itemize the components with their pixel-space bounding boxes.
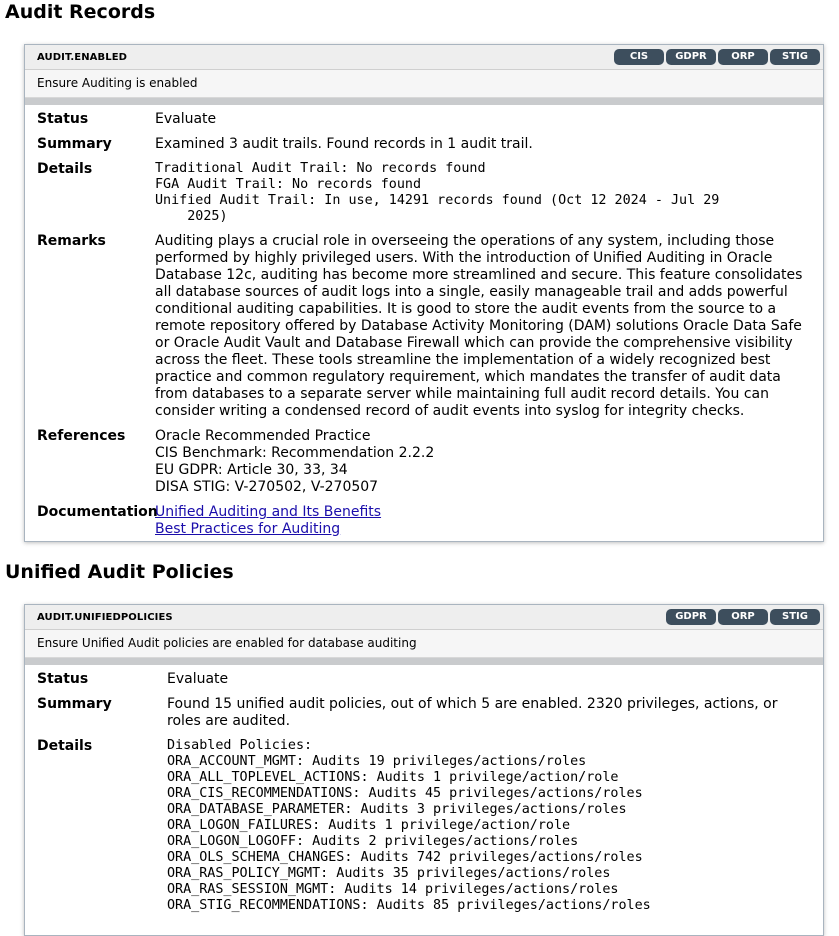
details-line: ORA_STIG_RECOMMENDATIONS: Audits 85 privileges/actions/roles bbox=[167, 898, 651, 913]
audit-enabled-card bbox=[24, 44, 824, 542]
details-line: ORA_LOGON_FAILURES: Audits 1 privilege/action/role bbox=[167, 818, 571, 833]
details-label: Details bbox=[37, 738, 93, 754]
status-label: Status bbox=[37, 671, 89, 687]
remarks-row bbox=[37, 233, 823, 420]
details-line: ORA_LOGON_LOGOFF: Audits 2 privileges/actions/roles bbox=[167, 834, 579, 849]
details-row bbox=[37, 161, 823, 225]
details-line: Disabled Policies: bbox=[167, 738, 313, 753]
tag-orp[interactable]: ORP bbox=[718, 609, 768, 625]
summary-value: Examined 3 audit trails. Found records in 1 audit trail. bbox=[155, 136, 533, 152]
divider-band bbox=[25, 658, 823, 665]
summary-row bbox=[37, 136, 823, 153]
details-line: ORA_CIS_RECOMMENDATIONS: Audits 45 privileges/actions/roles bbox=[167, 786, 643, 801]
tag-list bbox=[614, 49, 820, 65]
documentation-row bbox=[37, 504, 823, 538]
reference-item: EU GDPR: Article 30, 33, 34 bbox=[155, 462, 348, 478]
reference-item: CIS Benchmark: Recommendation 2.2.2 bbox=[155, 445, 435, 461]
details-line: ORA_ALL_TOPLEVEL_ACTIONS: Audits 1 privilege/action/role bbox=[167, 770, 619, 785]
audit-unifiedpolicies-card bbox=[24, 604, 824, 936]
reference-item: DISA STIG: V-270502, V-270507 bbox=[155, 479, 379, 495]
tag-stig[interactable]: STIG bbox=[770, 49, 820, 65]
tag-cis[interactable]: CIS bbox=[614, 49, 664, 65]
details-row bbox=[37, 738, 823, 914]
summary-label: Summary bbox=[37, 696, 112, 712]
status-value: Evaluate bbox=[167, 671, 229, 687]
documentation-label: Documentation bbox=[37, 504, 158, 520]
tag-gdpr[interactable]: GDPR bbox=[666, 609, 716, 625]
references-row bbox=[37, 428, 823, 496]
status-label: Status bbox=[37, 111, 89, 127]
check-description: Ensure Unified Audit policies are enabled for database auditing bbox=[25, 630, 823, 658]
details-label: Details bbox=[37, 161, 93, 177]
card-header bbox=[25, 605, 823, 630]
check-id: AUDIT.ENABLED bbox=[37, 52, 128, 63]
doc-link-best-practices[interactable]: Best Practices for Auditing bbox=[155, 521, 341, 537]
tag-stig[interactable]: STIG bbox=[770, 609, 820, 625]
details-line: Unified Audit Trail: In use, 14291 records found (Oct 12 2024 - Jul 29 bbox=[155, 193, 720, 208]
status-row bbox=[37, 671, 823, 688]
details-line: ORA_DATABASE_PARAMETER: Audits 3 privileges/actions/roles bbox=[167, 802, 627, 817]
summary-value: Found 15 unified audit policies, out of which 5 are enabled. 2320 privileges, actions, or roles are audited. bbox=[167, 696, 778, 729]
divider-band bbox=[25, 98, 823, 105]
documentation-value bbox=[155, 504, 823, 538]
references-value bbox=[155, 428, 823, 496]
tag-gdpr[interactable]: GDPR bbox=[666, 49, 716, 65]
details-line: ORA_OLS_SCHEMA_CHANGES: Audits 742 privileges/actions/roles bbox=[167, 850, 643, 865]
card-header bbox=[25, 45, 823, 70]
remarks-value: Auditing plays a crucial role in overseeing the operations of any system, including those performed by highly privileged users. With the introduction of Unified Auditing in Oracle Database 12c, auditing has become more streamlined and secure. This feature consolidates all database sources of audit logs into a single, easily manageable trail and adds powerful conditional auditing capabilities. It is good to store the audit events from the source to a remote repository offered by Database Activity Monitoring (DAM) solutions Oracle Data Safe or Oracle Audit Vault and Database Firewall which can provide the comprehensive visibility across the fleet. These tools streamline the implementation of a widely recognized best practice and common regulatory requirement, which mandates the transfer of audit data from databases to a separate server while maintaining full audit record details. You can consider writing a condensed record of audit events into syslog for integrity checks. bbox=[155, 233, 803, 419]
remarks-label: Remarks bbox=[37, 233, 106, 249]
details-value bbox=[155, 161, 823, 225]
details-line: Traditional Audit Trail: No records found bbox=[155, 161, 486, 176]
check-id: AUDIT.UNIFIEDPOLICIES bbox=[37, 612, 173, 623]
reference-item: Oracle Recommended Practice bbox=[155, 428, 371, 444]
doc-link-unified-auditing[interactable]: Unified Auditing and Its Benefits bbox=[155, 504, 382, 520]
status-value: Evaluate bbox=[155, 111, 217, 127]
details-value bbox=[167, 738, 823, 914]
check-description: Ensure Auditing is enabled bbox=[25, 70, 823, 98]
tag-list bbox=[666, 609, 820, 625]
status-row bbox=[37, 111, 823, 128]
summary-row bbox=[37, 696, 823, 730]
details-line: ORA_ACCOUNT_MGMT: Audits 19 privileges/actions/roles bbox=[167, 754, 587, 769]
section-title-unified-audit-policies: Unified Audit Policies bbox=[5, 561, 234, 583]
details-line: FGA Audit Trail: No records found bbox=[155, 177, 422, 192]
details-line: ORA_RAS_SESSION_MGMT: Audits 14 privileges/actions/roles bbox=[167, 882, 619, 897]
references-label: References bbox=[37, 428, 126, 444]
tag-orp[interactable]: ORP bbox=[718, 49, 768, 65]
details-line: ORA_RAS_POLICY_MGMT: Audits 35 privileges/actions/roles bbox=[167, 866, 611, 881]
summary-label: Summary bbox=[37, 136, 112, 152]
details-line: 2025) bbox=[155, 209, 228, 224]
section-title-audit-records: Audit Records bbox=[5, 1, 156, 23]
